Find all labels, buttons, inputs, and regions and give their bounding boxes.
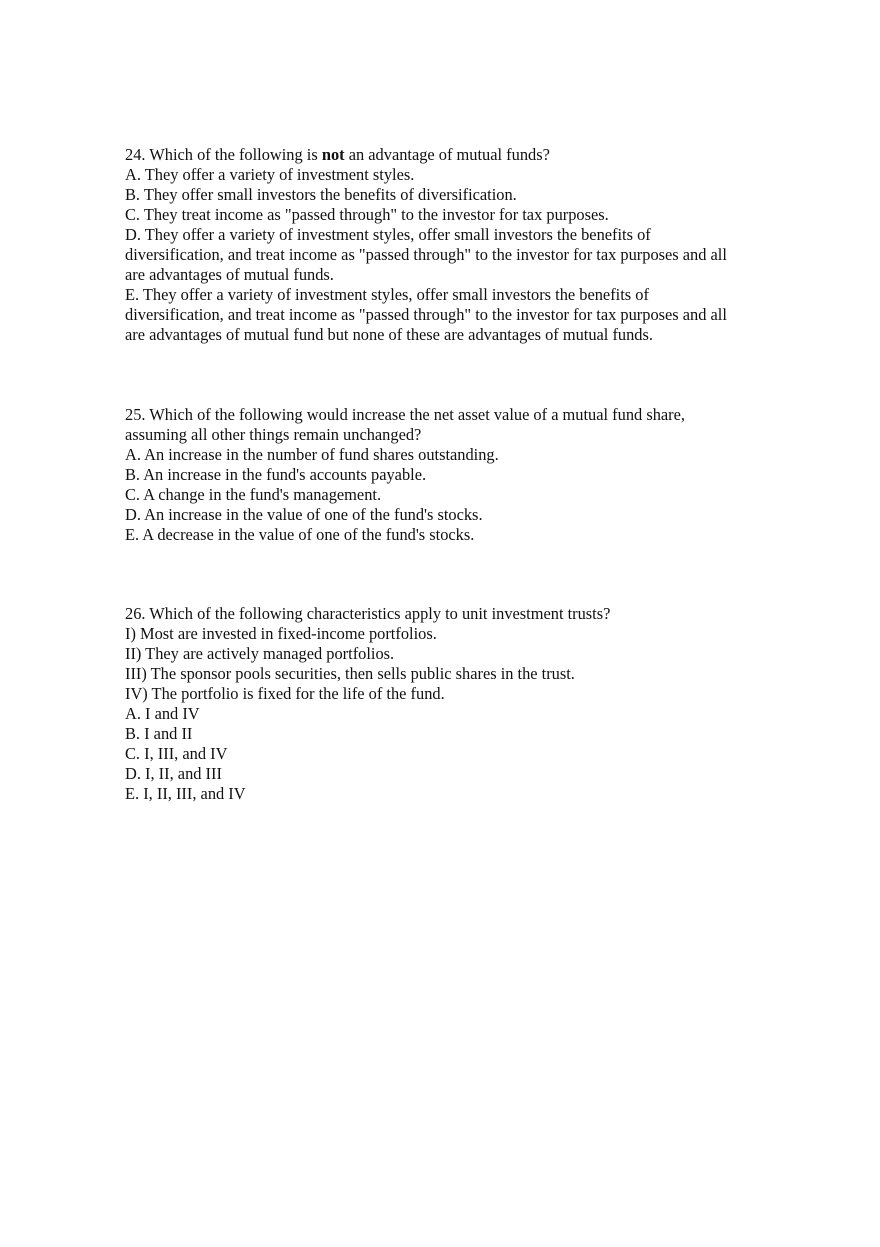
question-line: D. They offer a variety of investment styles, offer small investors the benefits of: [125, 225, 651, 244]
question-line: are advantages of mutual funds.: [125, 265, 334, 284]
question-line: 25. Which of the following would increase the net asset value of a mutual fund share,: [125, 405, 686, 424]
question-line: A. They offer a variety of investment styles.: [125, 165, 415, 184]
question-line: C. They treat income as "passed through" to the investor for tax purposes.: [125, 205, 609, 224]
question-stem: [125, 145, 727, 165]
question-line: diversification, and treat income as "passed through" to the investor for tax purposes and all: [125, 245, 727, 264]
question-line: B. An increase in the fund's accounts payable.: [125, 465, 427, 484]
question-line: diversification, and treat income as "passed through" to the investor for tax purposes and all: [125, 305, 727, 324]
question-line: A. I and IV: [125, 704, 200, 723]
question-line: III) The sponsor pools securities, then sells public shares in the trust.: [125, 664, 575, 683]
question-line: IV) The portfolio is fixed for the life of the fund.: [125, 684, 445, 703]
question-line: C. I, III, and IV: [125, 744, 228, 763]
question-line: I) Most are invested in fixed-income portfolios.: [125, 624, 437, 643]
question-line: C. A change in the fund's management.: [125, 485, 382, 504]
question-line: D. An increase in the value of one of the fund's stocks.: [125, 505, 483, 524]
stem-text: an advantage of mutual funds?: [344, 145, 550, 164]
stem-text: 24. Which of the following is: [125, 145, 322, 164]
question-line: A. An increase in the number of fund shares outstanding.: [125, 445, 499, 464]
question-line: II) They are actively managed portfolios.: [125, 644, 395, 663]
question-24: [125, 145, 727, 345]
question-line: E. They offer a variety of investment styles, offer small investors the benefits of: [125, 285, 649, 304]
question-line: are advantages of mutual fund but none of these are advantages of mutual funds.: [125, 325, 653, 344]
question-line: 26. Which of the following characteristics apply to unit investment trusts?: [125, 604, 611, 623]
question-26: [125, 604, 610, 804]
question-line: E. I, II, III, and IV: [125, 784, 246, 803]
question-line: B. They offer small investors the benefits of diversification.: [125, 185, 517, 204]
question-line: E. A decrease in the value of one of the fund's stocks.: [125, 525, 475, 544]
question-line: D. I, II, and III: [125, 764, 222, 783]
stem-emphasis: not: [321, 145, 345, 164]
question-line: B. I and II: [125, 724, 193, 743]
question-25: [125, 405, 685, 545]
question-line: assuming all other things remain unchanged?: [125, 425, 422, 444]
